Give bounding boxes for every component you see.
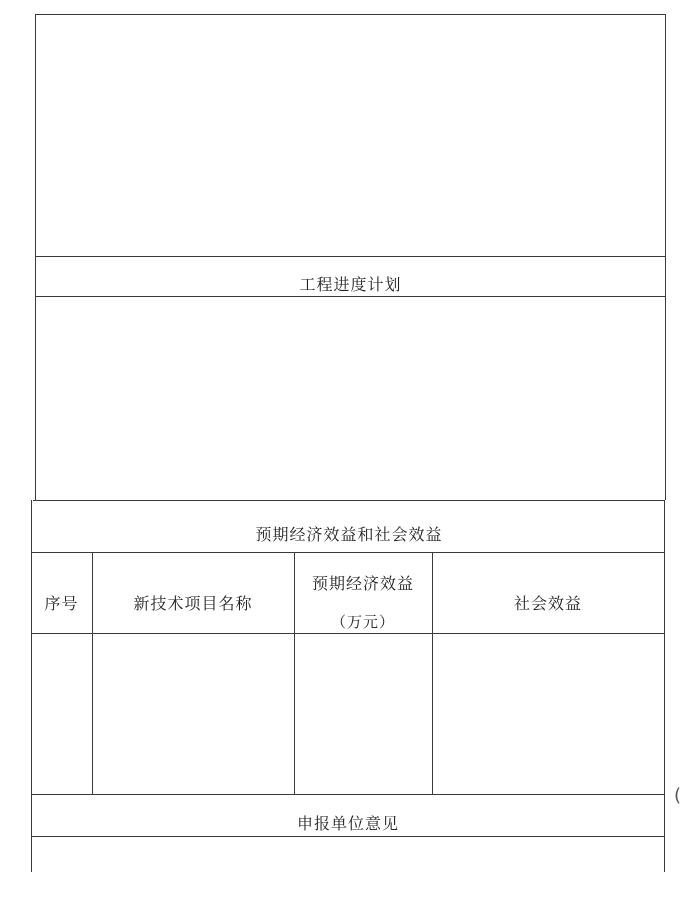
progress-plan-title: 工程进度计划 [299, 275, 402, 294]
table-cell-economic-benefit[interactable] [295, 634, 432, 793]
table-cell-index[interactable] [32, 634, 92, 793]
table-cell-social-benefit[interactable] [433, 634, 664, 793]
benefits-bottom-rule [31, 552, 665, 553]
project-content-area[interactable] [36, 15, 665, 255]
form-border-right [665, 14, 666, 500]
header-index: 序号 [44, 594, 79, 613]
benefits-title: 预期经济效益和社会效益 [255, 525, 443, 544]
benefits-table-bottom-rule [31, 794, 665, 795]
header-social-benefit: 社会效益 [513, 594, 582, 613]
opinion-title: 申报单位意见 [296, 814, 399, 833]
table-cell-project-name[interactable] [93, 634, 294, 793]
opinion-content-area[interactable] [32, 837, 664, 872]
progress-plan-top-rule [35, 256, 666, 257]
progress-plan-content-area[interactable] [36, 297, 665, 499]
header-project-name: 新技术项目名称 [133, 594, 253, 613]
header-economic-unit: （万元） [330, 613, 395, 631]
benefits-top-rule [33, 500, 665, 501]
header-economic-benefit: 预期经济效益 [311, 574, 414, 593]
margin-mark: ( [674, 785, 682, 806]
